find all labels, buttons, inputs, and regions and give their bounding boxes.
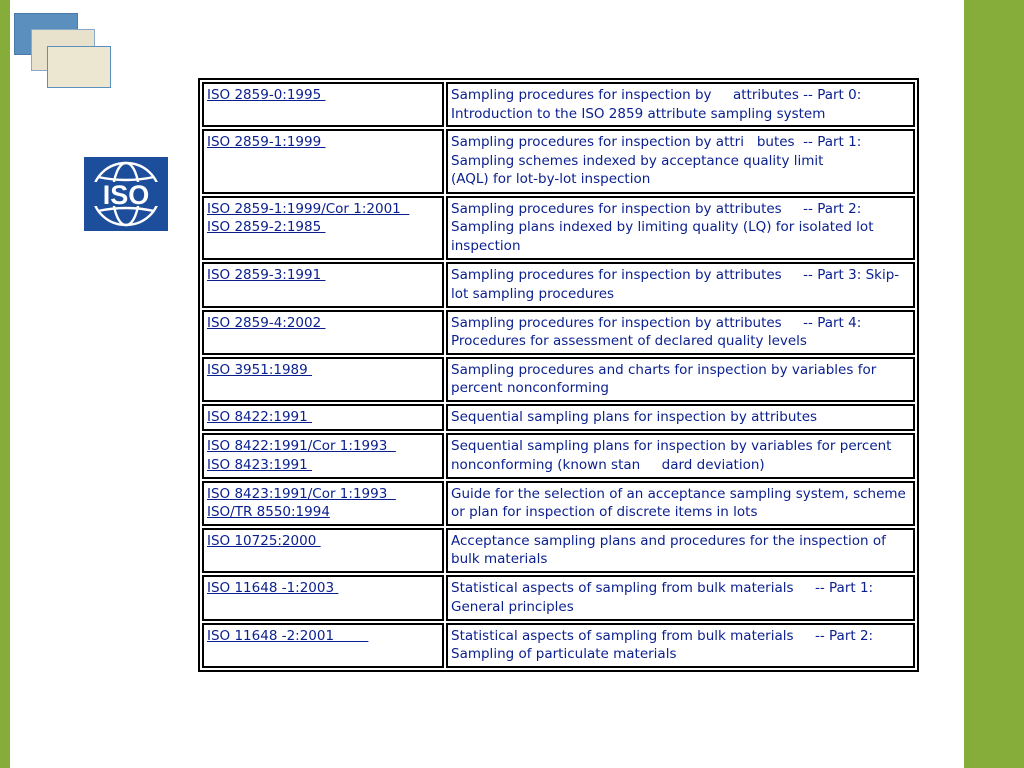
standard-cell: [202, 129, 444, 193]
standard-cell: [202, 404, 444, 431]
standard-link[interactable]: ISO 2859-1:1999: [207, 134, 326, 151]
description-cell: Sampling procedures for inspection by attributes -- Part 0: Introduction to the ISO 2859 attribute sampling system: [446, 82, 915, 127]
table-row: [202, 575, 915, 620]
table-row: [202, 433, 915, 478]
table-row: [202, 528, 915, 573]
standard-link[interactable]: ISO 8423:1991/Cor 1:1993: [207, 485, 396, 502]
right-accent-bar: [964, 0, 1024, 768]
description-cell: Sequential sampling plans for inspection by variables for percent nonconforming (known stan dard deviation): [446, 433, 915, 478]
table-row: [202, 129, 915, 193]
standard-cell: [202, 623, 444, 668]
table-row: [202, 357, 915, 402]
standards-table: [198, 78, 919, 672]
description-cell: Sampling procedures for inspection by attributes -- Part 4: Procedures for assessment of declared quality levels: [446, 310, 915, 355]
standard-link[interactable]: ISO 2859-2:1985: [207, 219, 326, 236]
table-row: [202, 404, 915, 431]
description-cell: Sampling procedures and charts for inspection by variables for percent nonconforming: [446, 357, 915, 402]
table-row: [202, 481, 915, 526]
decorative-square-3: [47, 46, 111, 88]
standard-link[interactable]: ISO 3951:1989: [207, 361, 313, 378]
logo-wordmark: ISO: [102, 180, 150, 210]
standard-link[interactable]: ISO 8422:1991/Cor 1:1993: [207, 438, 396, 455]
description-cell: Statistical aspects of sampling from bulk materials -- Part 1: General principles: [446, 575, 915, 620]
standard-cell: [202, 82, 444, 127]
description-cell: Sampling procedures for inspection by attributes -- Part 3: Skip-lot sampling procedures: [446, 262, 915, 307]
standard-link[interactable]: ISO 2859-1:1999/Cor 1:2001: [207, 200, 410, 217]
left-accent-bar: [0, 0, 10, 768]
table-row: [202, 310, 915, 355]
standard-cell: [202, 196, 444, 260]
standard-cell: [202, 528, 444, 573]
description-cell: Sampling procedures for inspection by attributes -- Part 2: Sampling plans indexed by limiting quality (LQ) for isolated lot inspection: [446, 196, 915, 260]
standard-link[interactable]: ISO 2859-3:1991: [207, 267, 326, 284]
standard-link[interactable]: ISO 8422:1991: [207, 409, 313, 426]
standard-cell: [202, 262, 444, 307]
table-row: [202, 262, 915, 307]
globe-icon: [84, 157, 168, 231]
description-cell: Sequential sampling plans for inspection by attributes: [446, 404, 915, 431]
standard-link[interactable]: ISO 11648 -2:2001: [207, 627, 369, 644]
standard-link[interactable]: ISO 10725:2000: [207, 532, 321, 549]
standard-cell: [202, 481, 444, 526]
description-cell: Guide for the selection of an acceptance sampling system, scheme or plan for inspection of discrete items in lots: [446, 481, 915, 526]
table-row: [202, 623, 915, 668]
description-cell: Acceptance sampling plans and procedures for the inspection of bulk materials: [446, 528, 915, 573]
description-cell: Statistical aspects of sampling from bulk materials -- Part 2: Sampling of particulate materials: [446, 623, 915, 668]
standard-cell: [202, 310, 444, 355]
standard-link[interactable]: ISO/TR 8550:1994: [207, 504, 330, 521]
iso-logo: [84, 157, 168, 231]
standard-cell: [202, 575, 444, 620]
standard-cell: [202, 433, 444, 478]
standard-link[interactable]: ISO 8423:1991: [207, 456, 313, 473]
standard-link[interactable]: ISO 2859-4:2002: [207, 314, 326, 331]
table-row: [202, 82, 915, 127]
standard-link[interactable]: ISO 2859-0:1995: [207, 87, 326, 103]
description-cell: Sampling procedures for inspection by attri butes -- Part 1: Sampling schemes indexed by acceptance quality limit (AQL) for lot-by-lot inspection: [446, 129, 915, 193]
standard-link[interactable]: ISO 11648 -1:2003: [207, 580, 339, 597]
table-row: [202, 196, 915, 260]
standard-cell: [202, 357, 444, 402]
